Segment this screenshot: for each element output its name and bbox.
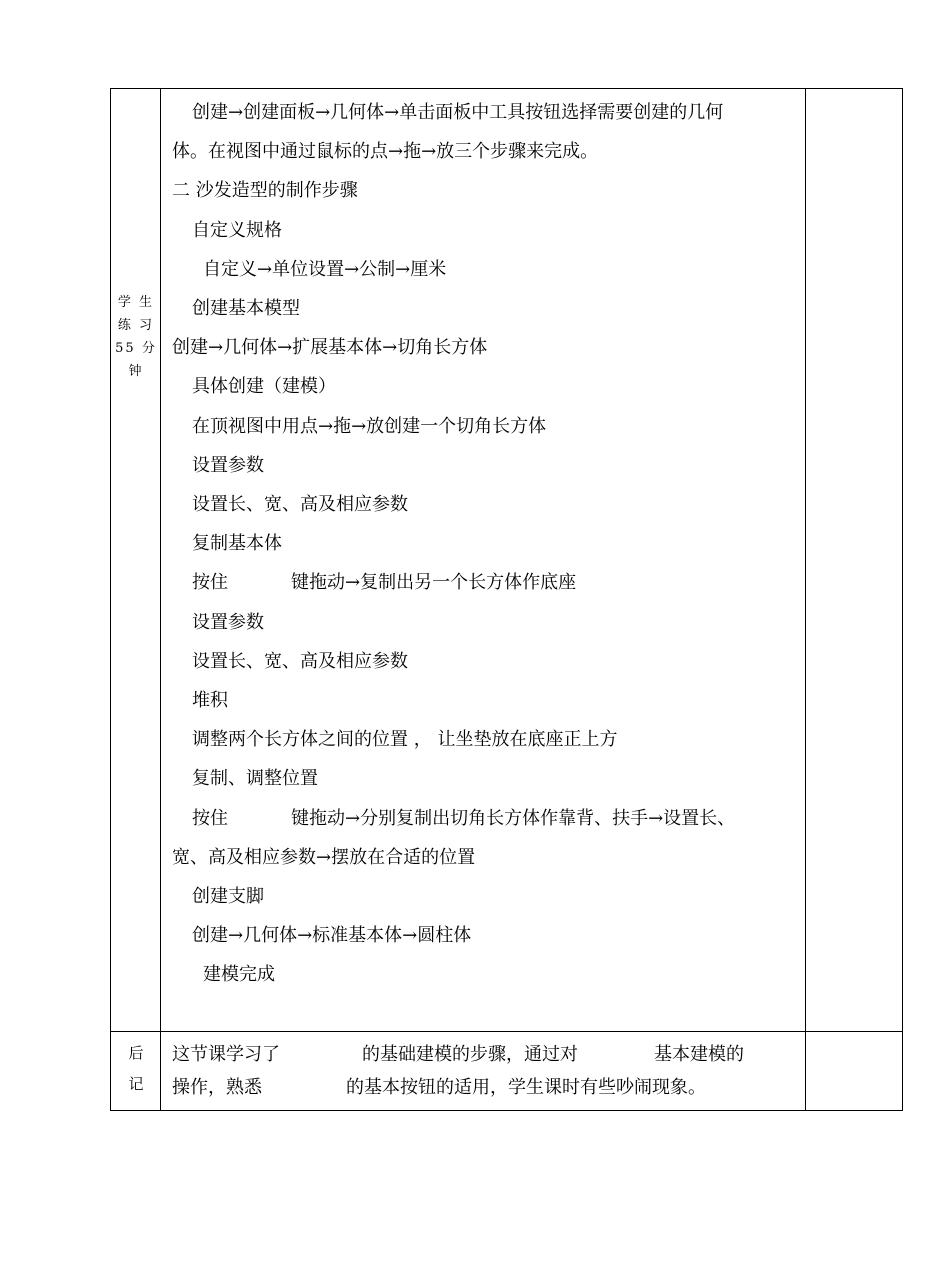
step-line: 设置长、宽、高及相应参数 [192, 494, 408, 516]
step-line: 堆积 [192, 690, 228, 712]
section-heading: 二 沙发造型的制作步骤 [172, 180, 358, 202]
step-line: 设置长、宽、高及相应参数 [192, 650, 408, 672]
step-line: 创建支脚 [192, 886, 264, 908]
practice-label: 学 生 练 习 55 分 钟 [115, 295, 157, 379]
step-line: 按住 键拖动→分别复制出切角长方体作靠背、扶手→设置长、 [192, 807, 736, 829]
step-line: 按住 键拖动→复制出另一个长方体作底座 [192, 572, 577, 594]
postnote-row [111, 1032, 903, 1111]
step-line: 复制基本体 [192, 533, 282, 555]
step-line: 在顶视图中用点→拖→放创建一个切角长方体 [192, 415, 547, 437]
step-line: 建模完成 [203, 964, 275, 986]
postnote-content-cell [161, 1032, 806, 1111]
postnote-line: 操作，熟悉 的基本按钮的适用，学生课时有些吵闹现象。 [172, 1077, 706, 1098]
postnote-line: 这节课学习了 的基础建模的步骤，通过对 基本建模的 [172, 1044, 744, 1065]
postnote-notes-cell [806, 1032, 903, 1111]
postnote-text [161, 1032, 805, 1104]
step-line: 调整两个长方体之间的位置 ， 让坐垫放在底座正上方 [192, 729, 618, 751]
step-line: 体。在视图中通过鼠标的点→拖→放三个步骤来完成。 [172, 141, 599, 163]
practice-row [111, 89, 903, 1032]
practice-steps [161, 89, 805, 995]
practice-content-cell [161, 89, 806, 1032]
step-line: 创建→几何体→标准基本体→圆柱体 [192, 925, 472, 947]
step-line: 复制、调整位置 [192, 768, 318, 790]
practice-label-cell [111, 89, 161, 1032]
lesson-table [110, 88, 903, 1111]
step-line: 设置参数 [192, 611, 264, 633]
step-line: 具体创建（建模） [192, 376, 336, 398]
practice-notes-cell [806, 89, 903, 1032]
step-line: 创建→创建面板→几何体→单击面板中工具按钮选择需要创建的几何 [192, 102, 724, 123]
step-line: 自定义→单位设置→公制→厘米 [203, 258, 447, 280]
step-line: 设置参数 [192, 454, 264, 476]
postnote-label-cell [111, 1032, 161, 1111]
step-line: 宽、高及相应参数→摆放在合适的位置 [172, 846, 476, 868]
postnote-label: 后 记 [128, 1044, 144, 1093]
step-line: 创建基本模型 [192, 298, 300, 320]
step-line: 自定义规格 [192, 219, 282, 241]
step-line: 创建→几何体→扩展基本体→切角长方体 [172, 337, 488, 359]
